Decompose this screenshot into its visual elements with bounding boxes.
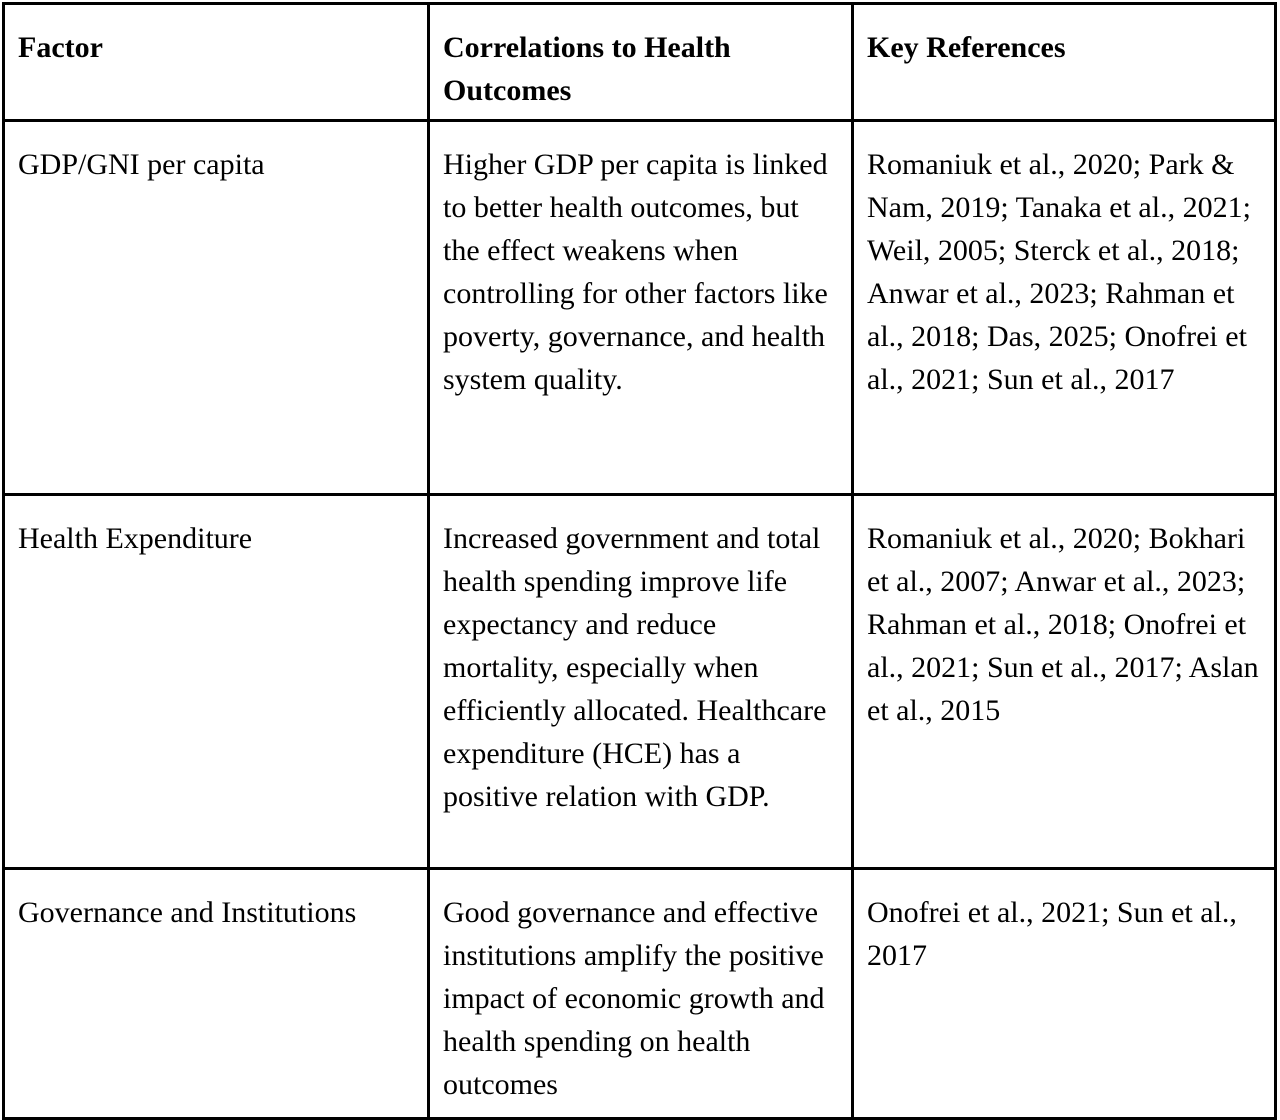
references-cell: Romaniuk et al., 2020; Bokhari et al., 2007; Anwar et al., 2023; Rahman et al., 2018; Onofrei et al., 2021; Sun et al., 2017; Aslan et al., 2015 <box>853 495 1276 869</box>
correlation-cell: Increased government and total health spending improve life expectancy and reduce mortality, especially when efficiently allocated. Healthcare expenditure (HCE) has a positive relation with GDP. <box>429 495 853 869</box>
correlation-cell: Higher GDP per capita is linked to better health outcomes, but the effect weakens when controlling for other factors like poverty, governance, and health system quality. <box>429 121 853 495</box>
factor-cell: GDP/GNI per capita <box>4 121 429 495</box>
header-key-references: Key References <box>853 4 1276 121</box>
table-header-row <box>4 4 1276 121</box>
references-cell: Onofrei et al., 2021; Sun et al., 2017 <box>853 869 1276 1119</box>
correlation-cell: Good governance and effective institutions amplify the positive impact of economic growth and health spending on health outcomes <box>429 869 853 1119</box>
table-row <box>4 869 1276 1119</box>
header-factor: Factor <box>4 4 429 121</box>
table-row <box>4 121 1276 495</box>
header-correlations: Correlations to Health Outcomes <box>429 4 853 121</box>
factors-table <box>2 2 1277 1120</box>
table-row <box>4 495 1276 869</box>
references-cell: Romaniuk et al., 2020; Park & Nam, 2019; Tanaka et al., 2021; Weil, 2005; Sterck et al., 2018; Anwar et al., 2023; Rahman et al., 2018; Das, 2025; Onofrei et al., 2021; Sun et al., 2017 <box>853 121 1276 495</box>
factor-cell: Governance and Institutions <box>4 869 429 1119</box>
factor-cell: Health Expenditure <box>4 495 429 869</box>
